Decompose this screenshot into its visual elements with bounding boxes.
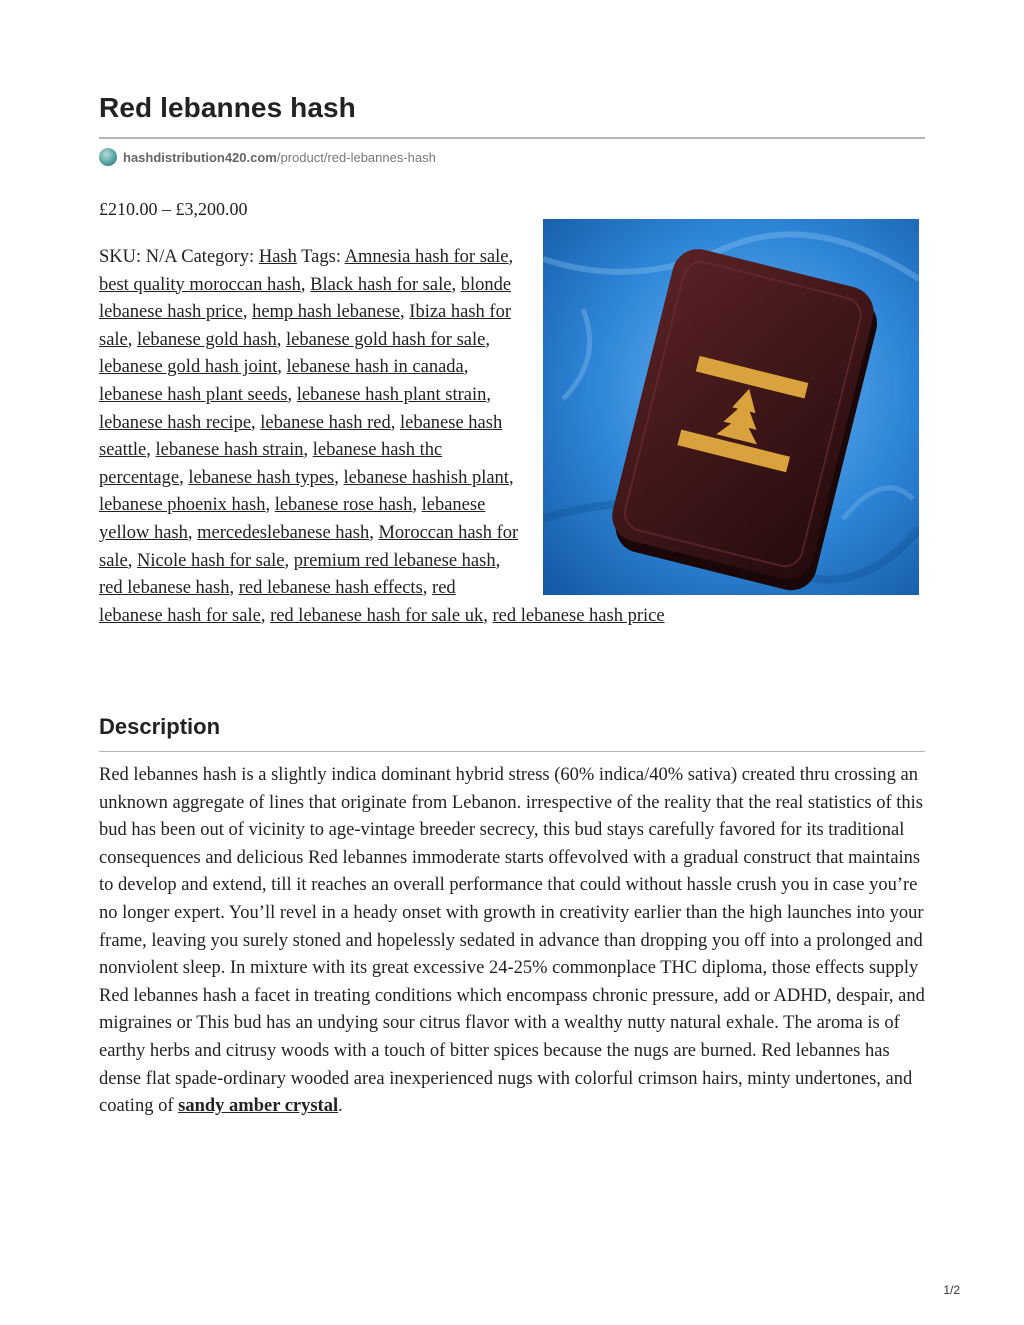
tag-link[interactable]: Black hash for sale <box>310 274 452 295</box>
product-image <box>543 219 919 595</box>
page-title: Red lebannes hash <box>99 92 356 123</box>
tag-link[interactable]: lebanese yellow hash <box>99 495 486 543</box>
description-text: Red lebannes hash is a slightly indica dominant hybrid stress (60% indica/40% sativa) created thru crossing an unknown aggregate of lines that originate from Lebanon. irrespective of the reality that the real statistics of this bud has been out of vicinity to age-vintage breeder secrecy, this bud stays carefully favored for its traditional consequences and delicious Red lebannes immoderate starts offevolved with a gradual construct that maintains to develop and extend, till it reaches an overall performance that could without hassle crush you in case you’re no longer expert. You’ll revel in a heady onset with growth in creativity earlier than the high launches into your frame, leaving you surely stoned and hopelessly sedated in advance than dropping you off into a prolonged and nonviolent sleep. In mixture with its great excessive 24-25% commonplace THC diploma, those effects supply Red lebannes hash a facet in treating conditions which encompass chronic pressure, add or ADHD, despair, and migraines or This bud has an undying sour citrus flavor with a wealthy nutty natural exhale. The aroma is of earthy herbs and citrusy woods with a touch of bitter spices because the nugs are burned. Red lebannes has dense flat spade-ordinary wooded area inexperienced nugs with colorful crimson hairs, minty undertones, and coating of <box>99 765 925 1117</box>
tag-link[interactable]: best quality moroccan hash <box>99 274 301 295</box>
description-end: . <box>338 1096 343 1117</box>
tags-label: Tags: <box>301 247 341 267</box>
tag-link[interactable]: lebanese hash types <box>188 467 335 488</box>
tag-link[interactable]: Moroccan hash for sale <box>99 522 519 571</box>
product-meta <box>99 244 919 630</box>
tag-link[interactable]: lebanese hash strain <box>155 440 304 461</box>
title-divider <box>99 137 925 139</box>
tag-link[interactable]: lebanese phoenix hash <box>99 495 266 516</box>
tag-link[interactable]: lebanese hash red <box>260 412 391 433</box>
tag-link[interactable]: lebanese gold hash joint <box>99 357 278 378</box>
tag-link[interactable]: premium red lebanese hash <box>293 550 496 571</box>
site-favicon-icon <box>99 148 117 166</box>
tag-link[interactable]: lebanese gold hash for sale <box>286 329 486 350</box>
sku: SKU: N/A <box>99 247 177 267</box>
category-label: Category: <box>181 247 255 267</box>
tag-link[interactable]: Amnesia hash for sale <box>344 247 509 267</box>
tag-link[interactable]: lebanese hash recipe <box>99 412 252 433</box>
tag-link[interactable]: red lebanese hash price <box>492 605 665 626</box>
tag-link[interactable]: lebanese hash thc percentage <box>99 440 443 488</box>
description-heading: Description <box>99 714 221 739</box>
tag-list: Amnesia hash for sale, best quality moroccan hash, Black hash for sale, blonde lebanese hash price, hemp hash lebanese, Ibiza hash for sale, lebanese gold hash, lebanese gold hash for sale, lebanese gold hash joint, lebanese hash in canada, lebanese hash plant seeds, lebanese hash plant strain, lebanese hash recipe, lebanese hash red, lebanese hash seattle, lebanese hash strain, lebanese hash thc percentage, lebanese hash types, lebanese hashish plant, lebanese phoenix hash, lebanese rose hash, lebanese yellow hash, mercedeslebanese hash, Moroccan hash for sale, Nicole hash for sale, premium red lebanese hash, red lebanese hash, red lebanese hash effects, red lebanese hash for sale, red lebanese hash for sale uk, red lebanese hash price <box>99 247 665 626</box>
tag-link[interactable]: mercedeslebanese hash <box>197 522 370 543</box>
tag-link[interactable]: lebanese hashish plant <box>343 467 509 488</box>
tag-link[interactable]: lebanese hash plant strain <box>296 384 487 405</box>
tag-link[interactable]: hemp hash lebanese <box>252 302 401 323</box>
tag-link[interactable]: lebanese gold hash <box>137 329 277 350</box>
source-url[interactable] <box>99 147 436 167</box>
page-number: 1/2 <box>943 1283 960 1297</box>
tag-link[interactable]: lebanese rose hash <box>274 495 413 516</box>
tag-link[interactable]: lebanese hash plant seeds <box>99 384 288 405</box>
tag-link[interactable]: lebanese hash in canada <box>286 357 464 378</box>
sandy-amber-crystal-link[interactable]: sandy amber crystal <box>178 1096 339 1117</box>
price-range: £210.00 – £3,200.00 <box>99 199 248 219</box>
source-path: /product/red-lebannes-hash <box>276 149 436 165</box>
tag-link[interactable]: red lebanese hash for sale uk <box>270 605 484 626</box>
category-link[interactable]: Hash <box>258 247 297 267</box>
tag-link[interactable]: Ibiza hash for sale <box>99 302 511 350</box>
tag-link[interactable]: Nicole hash for sale <box>137 550 285 571</box>
tag-link[interactable]: red lebanese hash for sale <box>99 578 456 626</box>
description-body <box>99 762 925 1121</box>
tag-link[interactable]: red lebanese hash <box>99 578 230 599</box>
description-divider <box>99 751 925 752</box>
tag-link[interactable]: lebanese hash seattle <box>99 412 503 461</box>
source-domain: hashdistribution420.com <box>123 149 277 165</box>
tag-link[interactable]: blonde lebanese hash price <box>99 274 512 323</box>
tag-link[interactable]: red lebanese hash effects <box>238 578 423 599</box>
